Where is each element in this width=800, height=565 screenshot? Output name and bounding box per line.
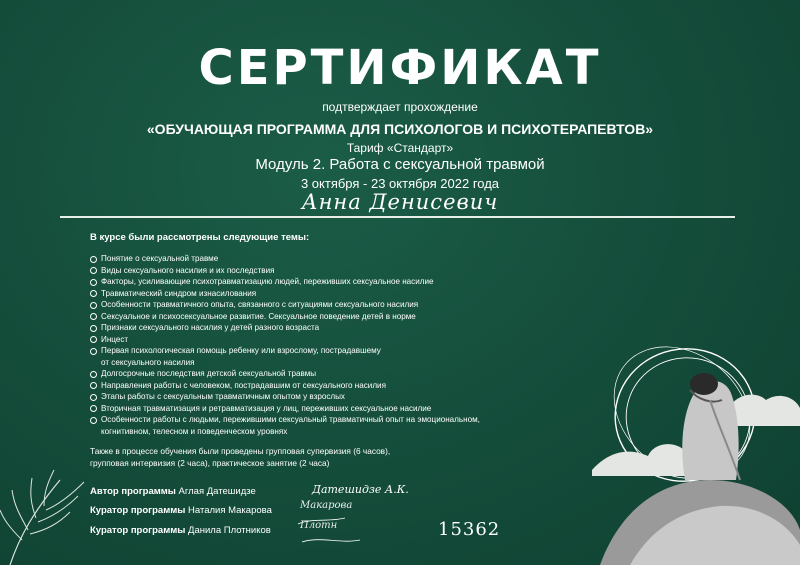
topic-item: Особенности работы с людьми, пережившими сексуальный травматичный опыт на эмоциональном, когнитивном, телесном и поведенческом уровнях [90,414,510,437]
staff-row-author [90,486,256,497]
serial-number: 15362 [438,519,501,540]
curator-signature-1: Макарова [300,500,353,511]
certificate-title: СЕРТИФИКАТ [198,40,602,96]
topic-item: Понятие о сексуальной травме [90,253,510,265]
staff-role: Куратор программы [90,505,186,516]
woman-illustration [590,330,800,565]
palm-leaf-decoration [0,450,90,565]
topic-item: Первая психологическая помощь ребенку или взрослому, пострадавшему от сексуального насилия [90,345,510,368]
topics-heading: В курсе были рассмотрены следующие темы: [90,232,310,243]
course-dates: 3 октября - 23 октября 2022 года [300,176,500,191]
topic-item: Вторичная травматизация и ретравматизация у лиц, переживших сексуальное насилие [90,403,510,415]
module-title: Модуль 2. Работа с сексуальной травмой [255,156,545,173]
confirm-text: подтверждает прохождение [322,100,478,114]
extra-activities-text: Также в процессе обучения были проведены групповая супервизия (6 часов), групповая интервизия (2 часа), практическое занятие (2 часа) [90,446,391,468]
topic-item: Инцест [90,334,510,346]
topic-item: Виды сексуального насилия и их последствия [90,265,510,277]
program-title: «ОБУЧАЮЩАЯ ПРОГРАММА ДЛЯ ПСИХОЛОГОВ И ПСИХОТЕРАПЕВТОВ» [146,121,654,137]
recipient-name: Анна Денисевич [301,190,499,214]
staff-name: Аглая Датешидзе [178,486,256,497]
author-signature: Датешидзе А.К. [312,483,409,496]
staff-row-curator-1 [90,505,272,516]
staff-row-curator-2 [90,525,271,536]
topic-item: Особенности травматичного опыта, связанного с ситуациями сексуального насилия [90,299,510,311]
topics-list [90,253,510,437]
topic-item: Травматический синдром изнасилования [90,288,510,300]
topic-item: Долгосрочные последствия детской сексуальной травмы [90,368,510,380]
curator-signature-2: Плотн [300,520,338,531]
staff-name: Данила Плотников [188,525,271,536]
topic-item: Признаки сексуального насилия у детей разного возраста [90,322,510,334]
staff-name: Наталия Макарова [188,505,272,516]
topic-item: Факторы, усиливающие психотравматизацию людей, переживших сексуальное насилие [90,276,510,288]
staff-role: Автор программы [90,486,176,497]
topic-item: Направления работы с человеком, пострадавшим от сексуального насилия [90,380,510,392]
tariff-label: Тариф «Стандарт» [346,141,454,155]
topic-item: Сексуальное и психосексуальное развитие. Сексуальное поведение детей в норме [90,311,510,323]
divider-line [60,216,735,218]
topic-item: Этапы работы с сексуальным травматичным опытом у взрослых [90,391,510,403]
staff-role: Куратор программы [90,525,186,536]
